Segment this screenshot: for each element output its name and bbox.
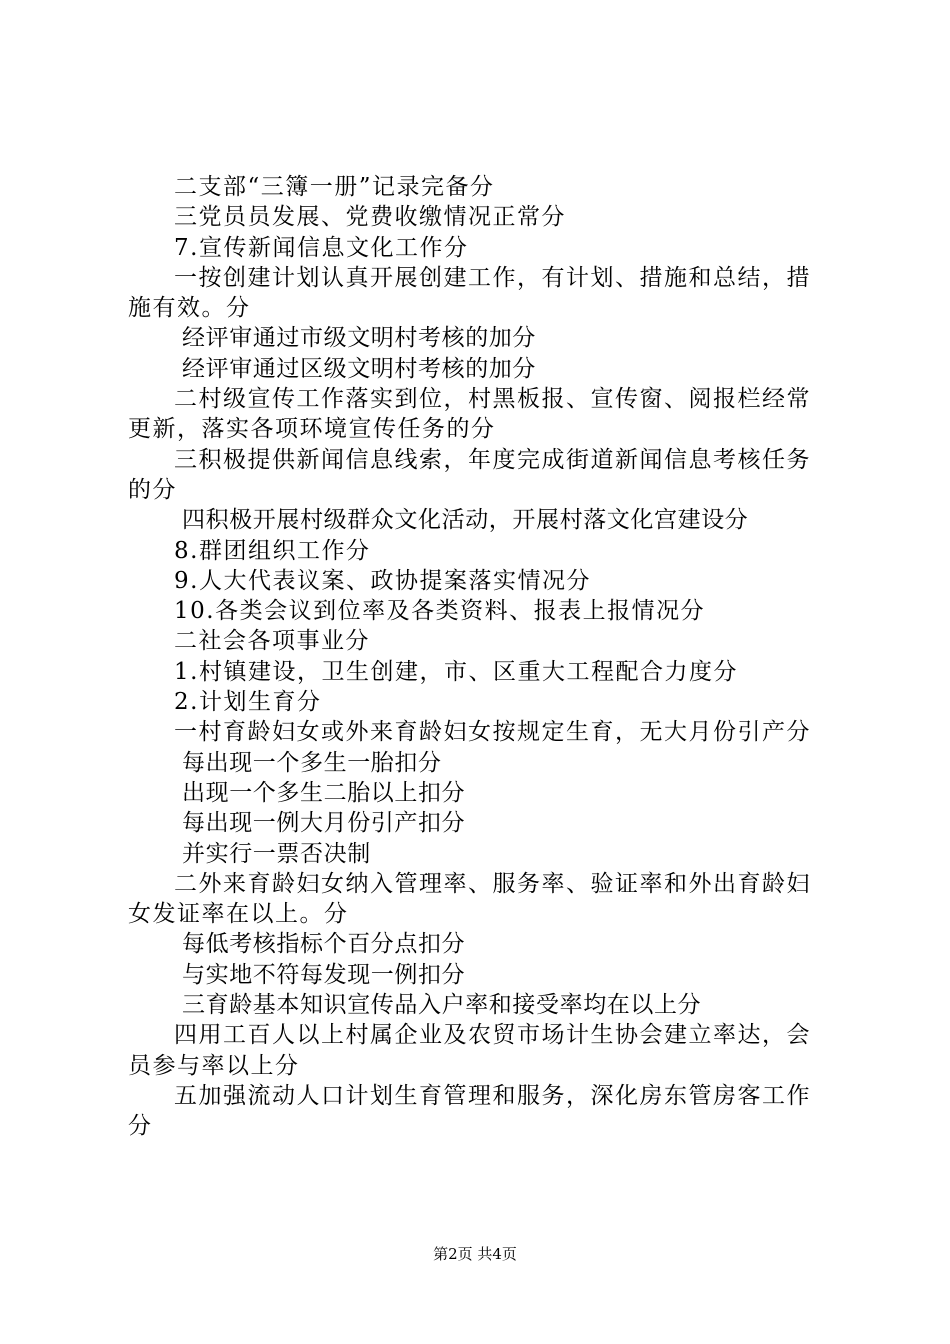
paragraph: 二外来育龄妇女纳入管理率、服务率、验证率和外出育龄妇女发证率在以上。分 (128, 870, 811, 928)
paragraph: 三党员员发展、党费收缴情况正常分 (174, 204, 566, 231)
paragraph: 四用工百人以上村属企业及农贸市场计生协会建立率达，会员参与率以上分 (128, 1022, 811, 1079)
page-number-footer: 第2页 共4页 (433, 1245, 517, 1263)
paragraph: 每出现一例大月份引产扣分 (182, 810, 466, 837)
paragraph: 9.人大代表议案、政协提案落实情况分 (174, 567, 591, 594)
paragraph: 并实行一票否决制 (182, 840, 371, 867)
paragraph: 每出现一个多生一胎扣分 (182, 749, 442, 776)
paragraph: 经评审通过区级文明村考核的加分 (182, 355, 536, 382)
paragraph: 一按创建计划认真开展创建工作，有计划、措施和总结，措施有效。分 (128, 264, 811, 322)
paragraph: 二支部“三簿一册”记录完备分 (174, 174, 495, 200)
paragraph: 10.各类会议到位率及各类资料、报表上报情况分 (174, 598, 706, 625)
paragraph: 四积极开展村级群众文化活动，开展村落文化宫建设分 (182, 507, 749, 534)
paragraph: 二社会各项事业分 (174, 628, 370, 655)
paragraph: 7.宣传新闻信息文化工作分 (174, 234, 469, 261)
paragraph: 1.村镇建设，卫生创建，市、区重大工程配合力度分 (174, 658, 738, 685)
paragraph: 与实地不符每发现一例扣分 (182, 961, 466, 988)
paragraph: 三积极提供新闻信息线索，年度完成街道新闻信息考核任务的分 (128, 446, 811, 503)
paragraph: 二村级宣传工作落实到位，村黑板报、宣传窗、阅报栏经常更新，落实各项环境宣传任务的分 (128, 386, 811, 443)
paragraph: 出现一个多生二胎以上扣分 (182, 779, 466, 806)
paragraph: 五加强流动人口计划生育管理和服务，深化房东管房客工作分 (128, 1082, 811, 1140)
paragraph: 经评审通过市级文明村考核的加分 (182, 325, 536, 352)
paragraph: 三育龄基本知识宣传品入户率和接受率均在以上分 (182, 992, 702, 1019)
paragraph: 每低考核指标个百分点扣分 (182, 931, 466, 958)
paragraph: 一村育龄妇女或外来育龄妇女按规定生育，无大月份引产分 (174, 719, 811, 746)
paragraph: 8.群团组织工作分 (174, 537, 371, 564)
paragraph: 2.计划生育分 (174, 689, 322, 716)
document-body (128, 172, 834, 1142)
